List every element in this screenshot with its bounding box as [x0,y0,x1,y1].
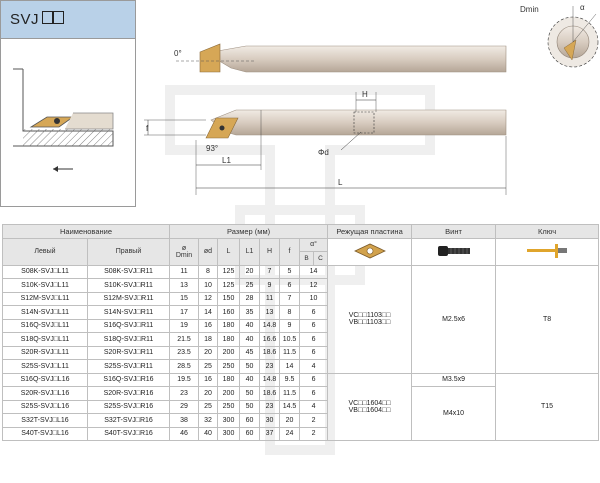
cell-left: S10K-SVJ□L11 [3,279,88,293]
cell-alpha: 4 [300,360,328,374]
l-dim-label: L [338,178,343,187]
cell-dmin: 28.5 [170,360,199,374]
cell-alpha: 12 [300,279,328,293]
cell-l1: 40 [240,319,260,333]
angle-93-label: 93° [206,144,219,153]
insert-code-cell [328,265,412,373]
cell-dmin: 15 [170,292,199,306]
cell-f: 10.5 [280,333,300,347]
cell-l: 180 [218,333,240,347]
cell-left: S40T-SVJ□L16 [3,427,88,441]
cell-f: 11.5 [280,387,300,401]
cell-f: 9 [280,319,300,333]
header-screw: Винт [412,225,496,239]
cell-l1: 50 [240,400,260,414]
header-insert: Режущая пластина [328,225,412,239]
screw-cell: M3.5x9 [412,373,496,387]
cell-alpha: 6 [300,319,328,333]
cell-alpha: 2 [300,414,328,428]
cell-d: 16 [199,319,218,333]
cell-l1: 40 [240,373,260,387]
cell-dmin: 19.5 [170,373,199,387]
cell-d: 8 [199,265,218,279]
insert-code: VB□□1103□□ [348,319,391,326]
cell-left: S16Q-SVJ□L11 [3,319,88,333]
tool-end-view [520,3,598,67]
cell-right: S20R-SVJ□R16 [88,387,170,401]
cell-alpha: 10 [300,292,328,306]
cell-alpha: 4 [300,400,328,414]
cell-d: 12 [199,292,218,306]
screw-cell: M4x10 [412,387,496,441]
cell-l: 200 [218,387,240,401]
cell-l: 125 [218,279,240,293]
cell-dmin: 21.5 [170,333,199,347]
cell-h: 16.6 [260,333,280,347]
tool-side-view [144,90,506,195]
screw-icon [412,238,496,265]
cell-left: S25S-SVJ□L16 [3,400,88,414]
insert-code: VC□□1103□□ [348,312,391,319]
cell-h: 30 [260,414,280,428]
cell-alpha: 6 [300,346,328,360]
table-row [3,373,599,387]
cell-dmin: 23 [170,387,199,401]
cell-left: S14N-SVJ□L11 [3,306,88,320]
insert-code-cell [328,373,412,441]
cell-l: 250 [218,360,240,374]
cell-right: S40T-SVJ□R16 [88,427,170,441]
cell-right: S20R-SVJ□R11 [88,346,170,360]
header-size: Размер (мм) [170,225,328,239]
insert-code: VB□□1604□□ [348,406,391,414]
cell-l: 160 [218,306,240,320]
spec-table [2,224,599,441]
cell-f: 7 [280,292,300,306]
cell-h: 23 [260,360,280,374]
cell-l: 150 [218,292,240,306]
header-L: L [218,238,240,265]
insert-icon [328,238,412,265]
header-L1: L1 [240,238,260,265]
cell-right: S08K-SVJ□R11 [88,265,170,279]
cell-l: 200 [218,346,240,360]
cell-d: 25 [199,360,218,374]
cell-f: 14 [280,360,300,374]
h-dim-label: H [362,90,368,99]
key-icon [496,238,599,265]
cell-l1: 60 [240,427,260,441]
cell-l1: 25 [240,279,260,293]
cell-l: 300 [218,414,240,428]
group-16-rows [3,373,599,441]
cell-left: S20R-SVJ□L16 [3,387,88,401]
cell-alpha: 6 [300,306,328,320]
cell-h: 14.8 [260,373,280,387]
key-cell: T8 [496,265,599,373]
cell-dmin: 29 [170,400,199,414]
cell-h: 11 [260,292,280,306]
cell-right: S16Q-SVJ□R11 [88,319,170,333]
phi-d-label: Φd [318,148,329,157]
cell-d: 14 [199,306,218,320]
cell-right: S25S-SVJ□R11 [88,360,170,374]
cell-dmin: 38 [170,414,199,428]
cell-h: 37 [260,427,280,441]
cell-d: 20 [199,387,218,401]
dmin-label: Dmin [520,5,539,14]
header-right: Правый [88,238,170,265]
l1-dim-label: L1 [222,156,231,165]
cell-d: 18 [199,333,218,347]
cell-l1: 28 [240,292,260,306]
cell-dmin: 23.5 [170,346,199,360]
cell-d: 16 [199,373,218,387]
header-alpha: α° [300,238,328,252]
cell-dmin: 13 [170,279,199,293]
placeholder-boxes [42,11,64,28]
header-alpha-b: B [300,252,314,266]
cell-alpha: 6 [300,333,328,347]
cell-dmin: 17 [170,306,199,320]
cell-h: 9 [260,279,280,293]
cell-h: 14.8 [260,319,280,333]
cell-left: S20R-SVJ□L11 [3,346,88,360]
cell-alpha: 2 [300,427,328,441]
cell-d: 25 [199,400,218,414]
cell-right: S14N-SVJ□R11 [88,306,170,320]
operation-diagram [13,49,127,194]
cell-l1: 35 [240,306,260,320]
header-key: Ключ [496,225,599,239]
cell-l1: 60 [240,414,260,428]
tool-top-view [174,44,506,72]
cell-l1: 45 [240,346,260,360]
group-11-rows [3,265,599,373]
cell-l: 250 [218,400,240,414]
cell-f: 24 [280,427,300,441]
cell-l1: 50 [240,387,260,401]
cell-h: 7 [260,265,280,279]
cell-dmin: 46 [170,427,199,441]
cell-d: 20 [199,346,218,360]
cell-right: S32T-SVJ□R16 [88,414,170,428]
tool-type-label: SVJ [10,11,40,28]
header-dmin: ø Dmin [170,238,199,265]
angle-zero-label: 0° [174,49,182,58]
cell-l: 180 [218,373,240,387]
cell-right: S12M-SVJ□R11 [88,292,170,306]
cell-l: 125 [218,265,240,279]
cell-h: 23 [260,400,280,414]
cell-dmin: 19 [170,319,199,333]
cell-d: 40 [199,427,218,441]
cell-f: 20 [280,414,300,428]
tool-drawing [136,0,600,207]
cell-h: 18.6 [260,346,280,360]
screw-cell: M2.5x6 [412,265,496,373]
cell-h: 13 [260,306,280,320]
cell-left: S12M-SVJ□L11 [3,292,88,306]
cell-l: 300 [218,427,240,441]
cell-right: S18Q-SVJ□R11 [88,333,170,347]
cell-left: S08K-SVJ□L11 [3,265,88,279]
alpha-label: α [580,3,585,12]
cell-d: 32 [199,414,218,428]
cell-right: S25S-SVJ□R16 [88,400,170,414]
header-d: ød [199,238,218,265]
header-left: Левый [3,238,88,265]
cell-l: 180 [218,319,240,333]
cell-left: S18Q-SVJ□L11 [3,333,88,347]
cell-f: 6 [280,279,300,293]
cell-l1: 50 [240,360,260,374]
cell-f: 8 [280,306,300,320]
cell-dmin: 11 [170,265,199,279]
f-dim-label: f [146,124,149,133]
cell-f: 5 [280,265,300,279]
header-alpha-c: C [314,252,328,266]
cell-f: 14.5 [280,400,300,414]
cell-f: 11.5 [280,346,300,360]
tool-type-title [1,1,135,39]
cell-right: S10K-SVJ□R11 [88,279,170,293]
cell-f: 9.5 [280,373,300,387]
cell-alpha: 6 [300,373,328,387]
table-row [3,265,599,279]
cell-d: 10 [199,279,218,293]
cell-right: S16Q-SVJ□R16 [88,373,170,387]
cell-left: S32T-SVJ□L16 [3,414,88,428]
header-name: Наименование [3,225,170,239]
cell-left: S16Q-SVJ□L16 [3,373,88,387]
tool-type-panel [0,0,136,207]
cell-l1: 40 [240,333,260,347]
insert-code: VC□□1604□□ [348,399,391,407]
key-cell: T15 [496,373,599,441]
header-H: H [260,238,280,265]
header-f: f [280,238,300,265]
cell-alpha: 14 [300,265,328,279]
cell-l1: 20 [240,265,260,279]
cell-left: S25S-SVJ□L11 [3,360,88,374]
cell-alpha: 6 [300,387,328,401]
cell-h: 18.6 [260,387,280,401]
